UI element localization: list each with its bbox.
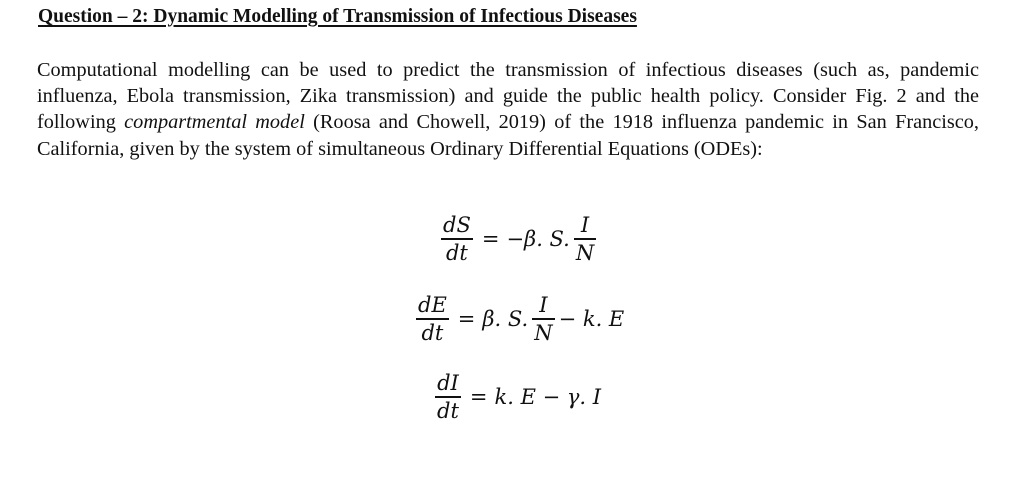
lhs-numerator: dI bbox=[437, 371, 459, 395]
paragraph-emphasis: compartmental model bbox=[124, 111, 305, 134]
rhs-expression: k. E − γ. I bbox=[494, 385, 602, 410]
rhs-prefix: −β. S. bbox=[506, 227, 570, 252]
lhs-denominator: dt bbox=[437, 399, 459, 424]
equation-de-dt bbox=[413, 294, 625, 344]
equation-ds-dt bbox=[438, 214, 599, 264]
rhs-numerator: I bbox=[539, 293, 548, 317]
rhs-fraction bbox=[532, 294, 554, 344]
rhs-fraction bbox=[574, 214, 596, 264]
fraction-bar bbox=[441, 238, 473, 240]
paragraph-text-1: Computational modelling can be used to predict the transmission of infectious diseases (such as, pandemic influenza, Ebola transmission, Zika transmission) and guide the public health policy. Consider Fig. 2 and the following bbox=[37, 59, 979, 134]
lhs-fraction bbox=[441, 214, 473, 264]
paragraph-text-2: (Roosa and Chowell, 2019) of the 1918 influenza pandemic in San Francisco, California, given by the system of simultaneous Ordinary Differential Equations (ODEs): bbox=[37, 111, 979, 160]
equals-sign: = bbox=[481, 227, 500, 252]
lhs-numerator: dE bbox=[418, 293, 447, 317]
fraction-bar bbox=[574, 238, 596, 240]
equals-sign: = bbox=[469, 385, 488, 410]
fraction-bar bbox=[416, 318, 449, 320]
question-heading: Question – 2: Dynamic Modelling of Transmission of Infectious Diseases bbox=[38, 6, 637, 27]
fraction-bar bbox=[435, 396, 461, 398]
lhs-fraction bbox=[416, 294, 449, 344]
lhs-numerator: dS bbox=[443, 213, 471, 237]
rhs-prefix: β. S. bbox=[482, 307, 529, 332]
lhs-denominator: dt bbox=[421, 321, 444, 346]
rhs-suffix: − k. E bbox=[558, 307, 625, 332]
rhs-denominator: N bbox=[534, 321, 553, 346]
lhs-fraction bbox=[435, 372, 461, 422]
rhs-denominator: N bbox=[575, 241, 595, 266]
equals-sign: = bbox=[457, 307, 476, 332]
rhs-numerator: I bbox=[580, 213, 590, 237]
intro-paragraph bbox=[37, 57, 979, 162]
fraction-bar bbox=[532, 318, 554, 320]
lhs-denominator: dt bbox=[445, 241, 468, 266]
equation-di-dt bbox=[432, 372, 602, 422]
